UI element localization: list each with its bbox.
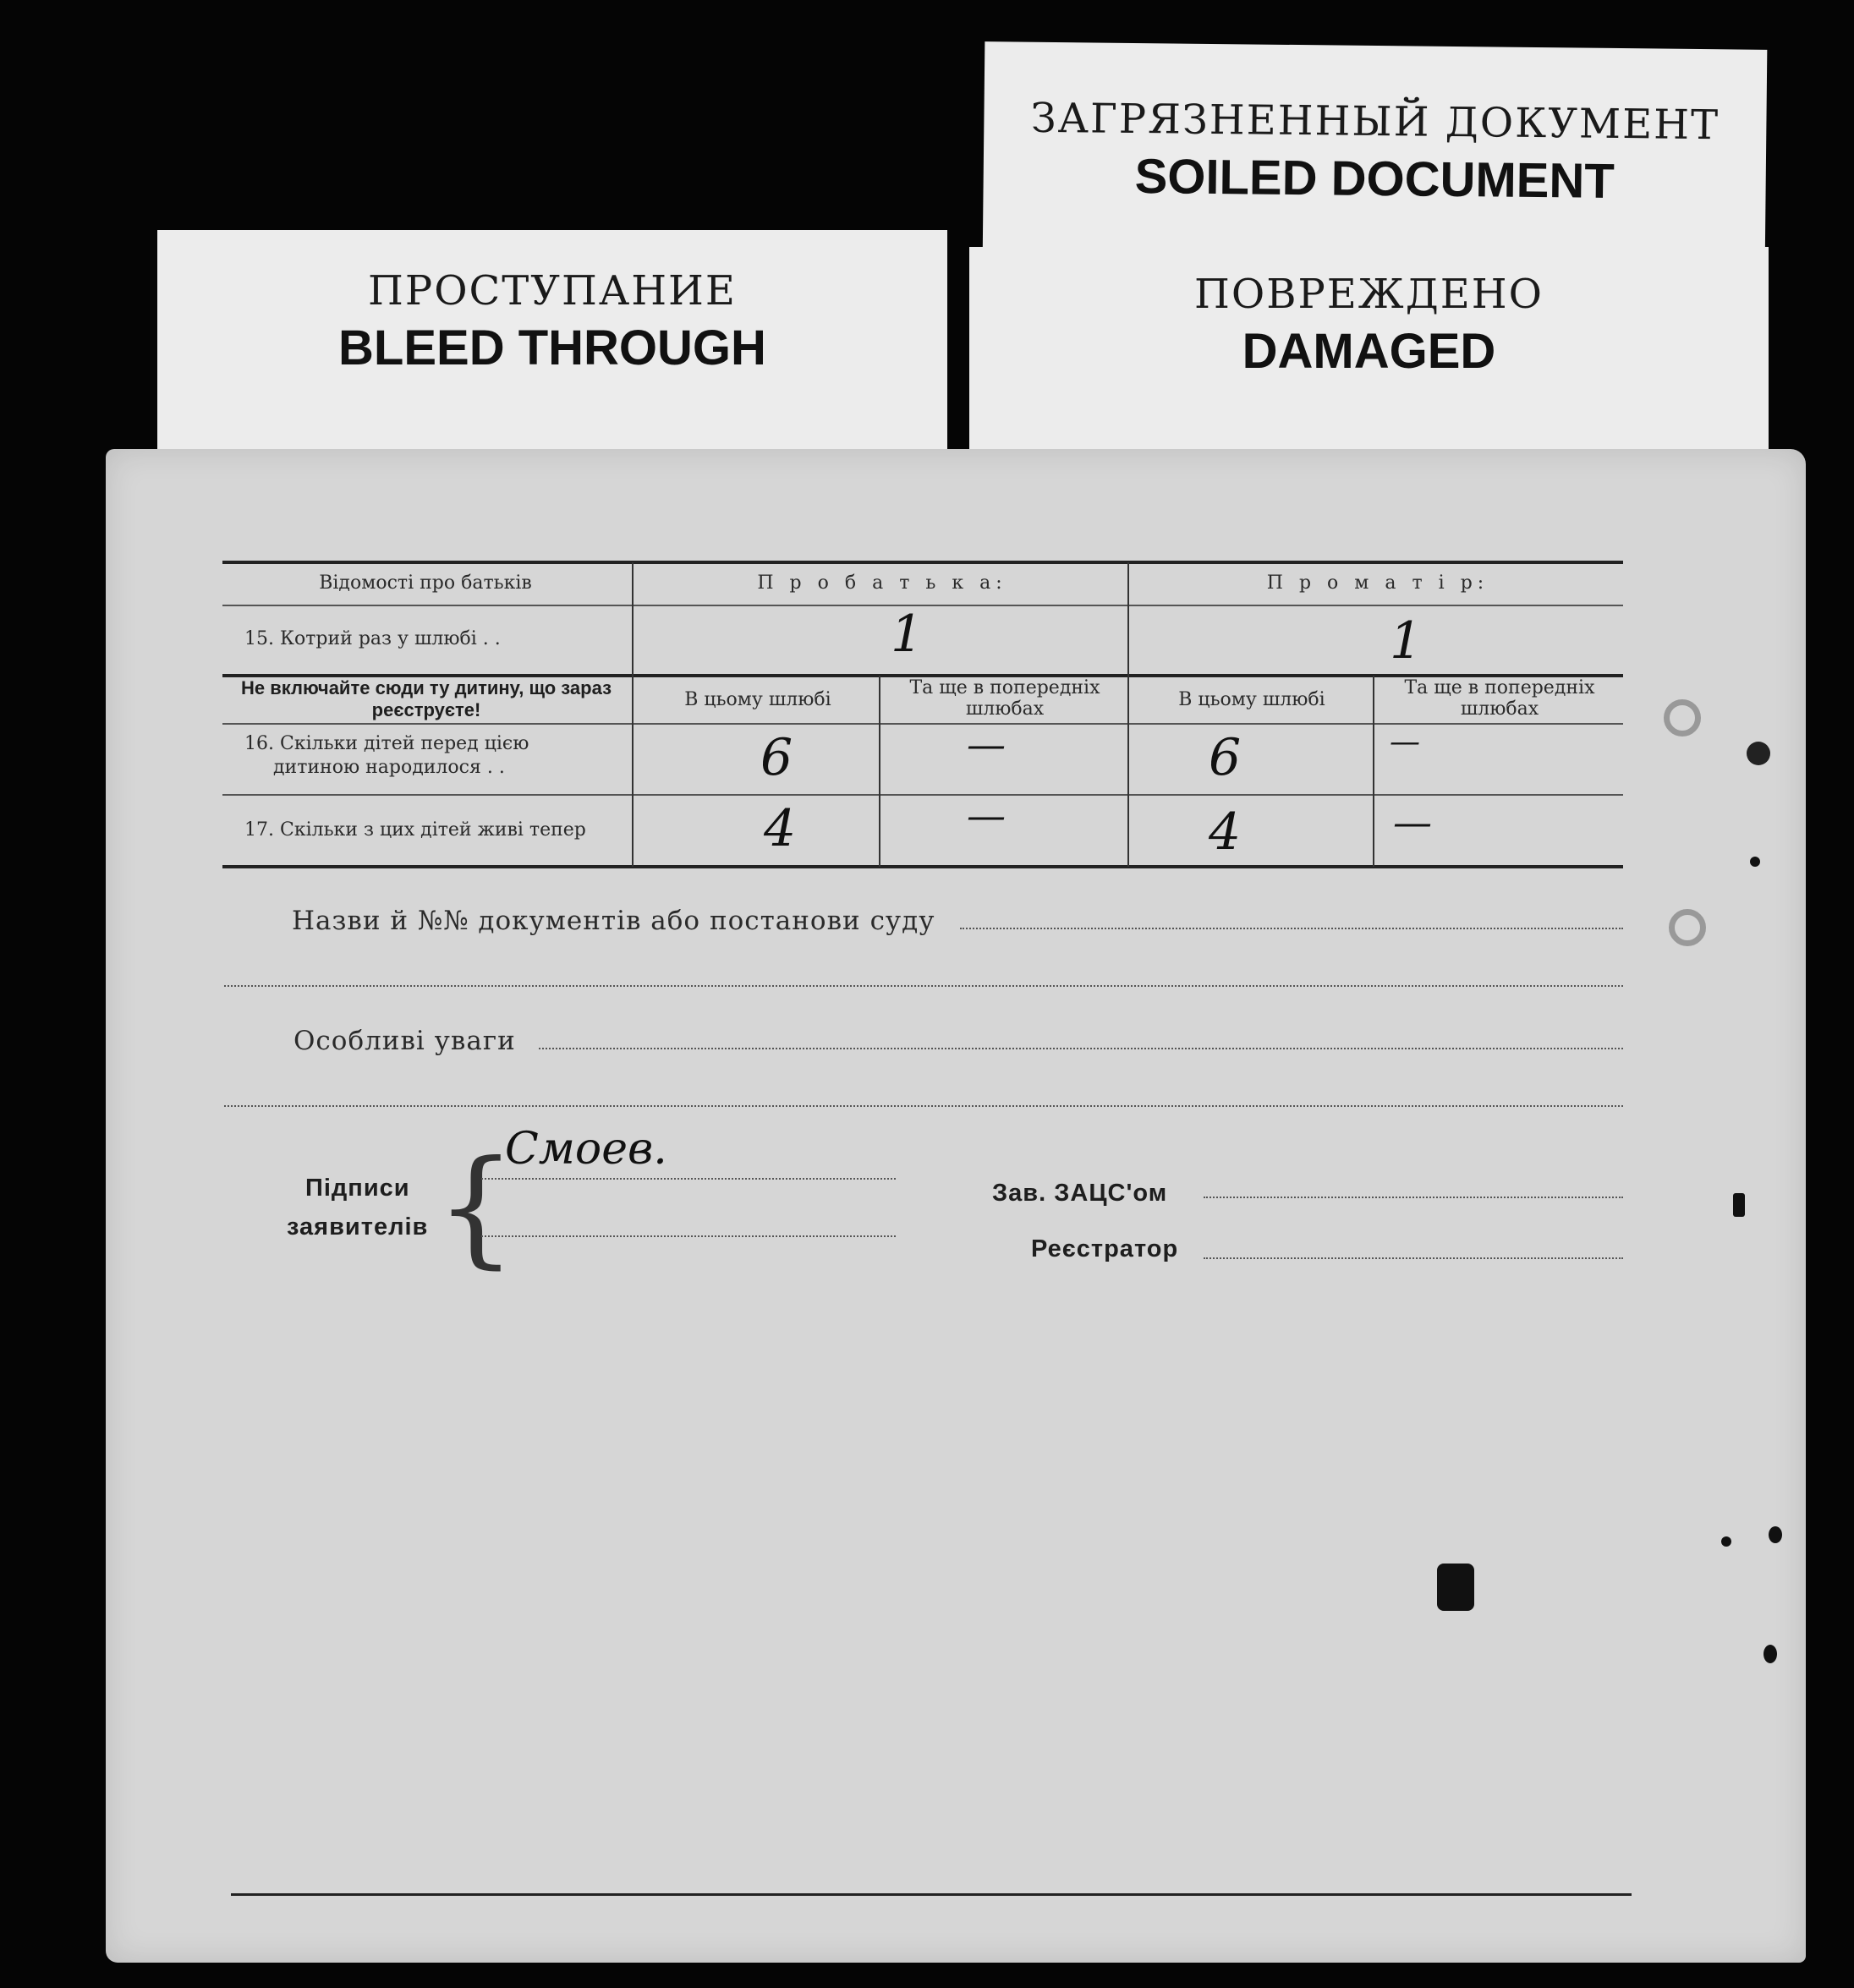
document-page	[106, 449, 1806, 1963]
bleed-through-label	[157, 230, 947, 457]
row17-father-this: 4	[764, 799, 797, 858]
remarks-dotted-line	[224, 1105, 1623, 1107]
documents-dotted-line	[960, 928, 1623, 929]
soiled-document-label	[983, 41, 1768, 270]
punch-hole	[1669, 909, 1706, 946]
table-column-divider	[1373, 676, 1374, 867]
registrar-dotted-line	[1204, 1257, 1623, 1259]
remarks-dotted-line	[539, 1048, 1623, 1049]
row15-father-value: 1	[891, 605, 924, 664]
subheader-prev-marriages-mother: Та ще в попередніх шлюбах	[1404, 677, 1595, 720]
signatures-brace: {	[436, 1134, 517, 1281]
documents-field-label: Назви й №№ документів або постанови суду	[292, 906, 935, 936]
row15-mother-value: 1	[1390, 611, 1423, 671]
subheader-this-marriage-mother: В цьому шлюбі	[1178, 689, 1325, 710]
hole-mark	[1769, 1526, 1782, 1543]
row16-father-this: 6	[760, 728, 793, 787]
row16-father-prev: —	[967, 721, 1006, 767]
tear-mark	[1733, 1193, 1745, 1217]
signatures-label-line1: Підписи	[305, 1175, 410, 1202]
documents-dotted-line	[224, 985, 1623, 987]
ink-blot	[1437, 1564, 1474, 1611]
table-column-divider	[879, 676, 880, 867]
subheader-note: Не включайте сюди ту дитину, що зараз реєструєте!	[240, 677, 612, 720]
header-parents-info: Відомості про батьків	[319, 572, 532, 594]
bleed-label-ru: ПРОСТУПАНИЕ	[368, 267, 737, 315]
row17-label: 17. Скільки з цих дітей живі тепер	[244, 819, 586, 841]
damaged-label-en: DAMAGED	[1242, 324, 1496, 379]
signature-dotted-line	[481, 1178, 896, 1180]
stain-mark	[1747, 742, 1770, 765]
subheader-prev-marriages-father: Та ще в попередніх шлюбах	[909, 677, 1100, 720]
table-column-divider	[1127, 562, 1129, 867]
hole-mark	[1750, 857, 1760, 867]
row15-label: 15. Котрий раз у шлюбі . .	[244, 628, 501, 649]
row16-mother-this: 6	[1209, 728, 1242, 787]
header-about-father: П р о б а т ь к а:	[757, 572, 1007, 594]
head-registry-label: Зав. ЗАЦС'ом	[992, 1180, 1168, 1207]
table-rule	[222, 794, 1623, 796]
table-bottom-rule	[222, 865, 1623, 868]
table-column-divider	[632, 562, 634, 867]
punch-hole	[1664, 699, 1701, 737]
bottom-rule	[231, 1893, 1632, 1896]
signature-dotted-line	[481, 1235, 896, 1237]
signatures-label-line2: заявителів	[287, 1213, 429, 1240]
registrar-label: Реєстратор	[1031, 1235, 1179, 1262]
row17-mother-this: 4	[1209, 802, 1242, 862]
header-about-mother: П р о м а т і р:	[1266, 572, 1489, 594]
bleed-label-en: BLEED THROUGH	[338, 320, 766, 375]
row16-label-line2: дитиною народилося . .	[273, 757, 505, 778]
table-top-rule	[222, 561, 1623, 564]
soiled-label-ru: ЗАГРЯЗНЕННЫЙ ДОКУМЕНТ	[1030, 94, 1720, 150]
damaged-label-ru: ПОВРЕЖДЕНО	[1193, 271, 1544, 318]
subheader-this-marriage-father: В цьому шлюбі	[684, 689, 831, 710]
damaged-label	[969, 247, 1769, 457]
row17-mother-prev: —	[1393, 799, 1432, 845]
hole-mark	[1763, 1645, 1777, 1663]
row16-mother-prev: —	[1390, 725, 1420, 759]
row16-label-line1: 16. Скільки дітей перед цією	[244, 733, 529, 754]
remarks-field-label: Особливі уваги	[293, 1026, 516, 1056]
head-registry-dotted-line	[1204, 1197, 1623, 1198]
hole-mark	[1721, 1536, 1731, 1547]
applicant-signature: Смоев.	[505, 1124, 667, 1175]
soiled-label-en: SOILED DOCUMENT	[1134, 149, 1615, 209]
row17-father-prev: —	[967, 792, 1006, 838]
